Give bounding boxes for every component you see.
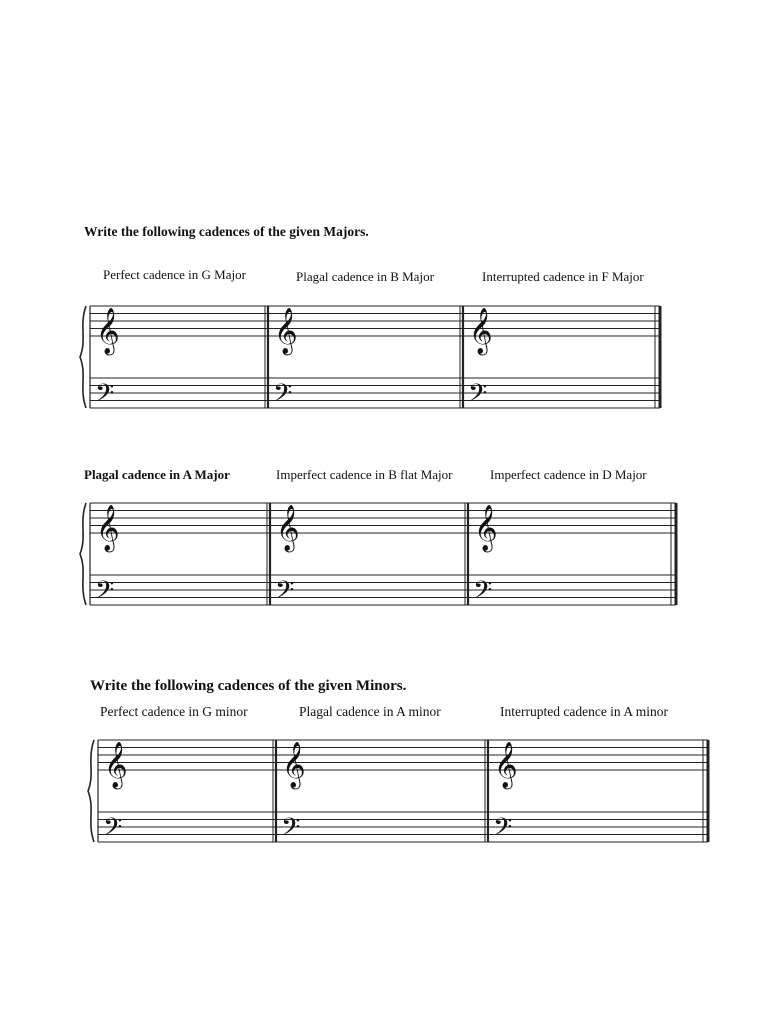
- treble-clef-icon: 𝄞: [469, 308, 493, 354]
- bass-clef-icon: 𝄢: [95, 576, 115, 611]
- brace-icon: [88, 740, 94, 842]
- exercise-label: Plagal cadence in B Major: [296, 269, 434, 284]
- brace-icon: [80, 503, 86, 605]
- bass-clef-icon: 𝄢: [468, 379, 488, 414]
- exercise-label: Plagal cadence in A minor: [299, 704, 441, 719]
- section-heading-minors: Write the following cadences of the given Minors.: [90, 678, 407, 694]
- section-heading-majors: Write the following cadences of the given Majors.: [84, 224, 369, 239]
- exercise-label: Imperfect cadence in D Major: [490, 467, 647, 482]
- bass-clef-icon: 𝄢: [281, 813, 301, 848]
- bass-clef-icon: 𝄢: [95, 379, 115, 414]
- exercise-label: Perfect cadence in G Major: [103, 267, 246, 282]
- treble-clef-icon: 𝄞: [282, 742, 306, 788]
- treble-clef-icon: 𝄞: [494, 742, 518, 788]
- bass-clef-icon: 𝄢: [493, 813, 513, 848]
- exercise-label: Imperfect cadence in B flat Major: [276, 467, 453, 482]
- brace-icon: [80, 306, 86, 408]
- exercise-label: Perfect cadence in G minor: [100, 704, 248, 719]
- treble-clef-icon: 𝄞: [276, 505, 300, 551]
- exercise-label: Plagal cadence in A Major: [84, 467, 230, 482]
- bass-clef-icon: 𝄢: [273, 379, 293, 414]
- exercise-label: Interrupted cadence in F Major: [482, 269, 644, 284]
- treble-clef-icon: 𝄞: [96, 505, 120, 551]
- bass-clef-icon: 𝄢: [275, 576, 295, 611]
- bass-clef-icon: 𝄢: [103, 813, 123, 848]
- treble-clef-icon: 𝄞: [474, 505, 498, 551]
- exercise-label: Interrupted cadence in A minor: [500, 704, 668, 719]
- treble-clef-icon: 𝄞: [274, 308, 298, 354]
- treble-clef-icon: 𝄞: [104, 742, 128, 788]
- bass-clef-icon: 𝄢: [473, 576, 493, 611]
- treble-clef-icon: 𝄞: [96, 308, 120, 354]
